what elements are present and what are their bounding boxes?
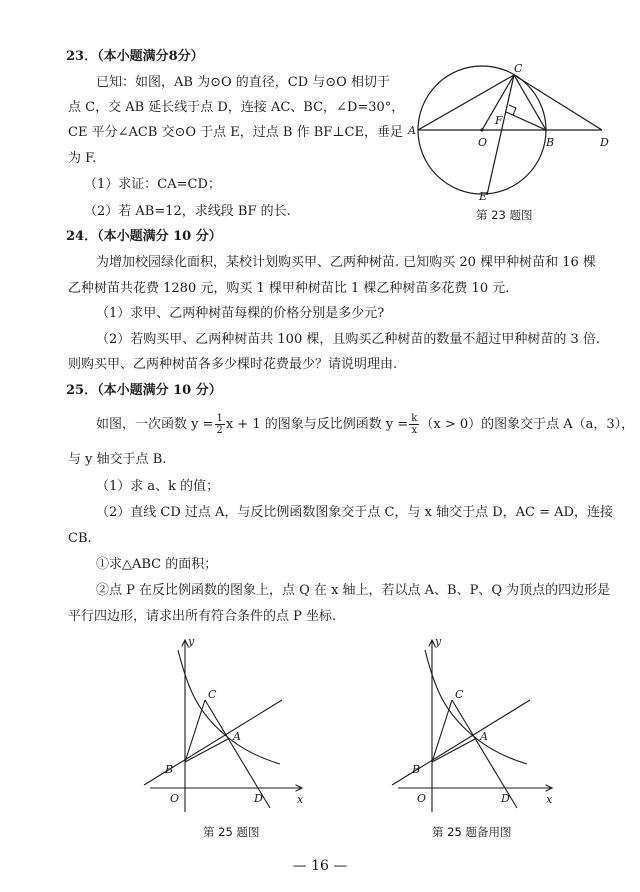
q25-part2a: （2）直线 CD 过点 A，与反比例函数图象交于点 C，与 x 轴交于点 D，AC = AD，连接 xyxy=(96,505,613,520)
q23-label-b: B xyxy=(546,136,555,149)
q25-fig2-label-c: C xyxy=(455,688,464,701)
q25-fig2-label-y: y xyxy=(435,635,442,648)
q25-caption1: 第 25 题图 xyxy=(203,825,260,839)
q25-title: 25．（本小题满分 10 分） xyxy=(66,383,222,398)
q23-caption: 第 23 题图 xyxy=(476,208,533,222)
q25-fig1-label-a: A xyxy=(233,730,241,743)
q23-title: 23．（本小题满分8分） xyxy=(66,49,204,64)
q24-line1: 为增加校园绿化面积，某校计划购买甲、乙两种树苗. 已知购买 20 棵甲种树苗和 16 棵 xyxy=(96,255,596,270)
q25-fig1-label-d: D xyxy=(254,792,263,805)
q24-part1: （1）求甲、乙两种树苗每棵的价格分别是多少元? xyxy=(96,306,385,321)
q25-sub1: ①求△ABC 的面积； xyxy=(96,557,218,572)
q23-line4: 为 F. xyxy=(68,151,97,166)
q25-line1-c: （x > 0）的图象交于点 A（a，3）， xyxy=(420,417,635,432)
q25-frac2-den: x xyxy=(411,425,418,436)
q25-fig2-label-b: B xyxy=(412,763,421,776)
q25-line1-b: x + 1 的图象与反比例函数 y = xyxy=(225,417,409,432)
q25-frac2-num: k xyxy=(411,413,418,424)
q23-line1: 已知：如图，AB 为⊙O 的直径，CD 与⊙O 相切于 xyxy=(96,75,390,90)
q23-label-e: E xyxy=(479,190,488,203)
q25-fig1-label-y: y xyxy=(188,635,195,648)
q25-line1-a: 如图，一次函数 y = xyxy=(96,417,214,432)
q25-frac1-num: 1 xyxy=(216,413,223,424)
q23-label-o: O xyxy=(478,136,488,149)
q25-line2: 与 y 轴交于点 B. xyxy=(68,452,167,467)
q23-line2: 点 C，交 AB 延长线于点 D，连接 AC、BC，∠D=30°， xyxy=(68,100,405,115)
q25-fig2-label-d: D xyxy=(501,792,510,805)
q23-label-a: A xyxy=(408,124,416,137)
q25-part1: （1）求 a、k 的值； xyxy=(96,479,220,494)
q25-frac1-den: 2 xyxy=(216,425,223,436)
q25-fig1-label-o: O xyxy=(170,792,180,805)
q25-sub2b: 平行四边形，请求出所有符合条件的点 P 坐标. xyxy=(68,609,337,624)
q24-line2: 乙种树苗共花费 1280 元，购买 1 棵甲种树苗比 1 棵乙种树苗多花费 10 元. xyxy=(68,281,510,296)
q25-sub2a: ②点 P 在反比例函数的图象上，点 Q 在 x 轴上，若以点 A、B、P、Q 为顶点的四边形是 xyxy=(96,583,611,598)
q23-line3: CE 平分∠ACB 交⊙O 于点 E，过点 B 作 BF⊥CE，垂足 xyxy=(68,125,403,140)
q25-fig2-label-x: x xyxy=(546,793,553,806)
q23-part1: （1）求证：CA=CD； xyxy=(84,177,221,192)
q24-title: 24．（本小题满分 10 分） xyxy=(66,229,222,244)
q24-part2a: （2）若购买甲、乙两种树苗共 100 棵，且购买乙种树苗的数量不超过甲种树苗的 3 倍. xyxy=(96,332,601,347)
q24-part2b: 则购买甲、乙两种树苗各多少棵时花费最少？请说明理由. xyxy=(68,357,398,372)
q25-fig2-label-a: A xyxy=(480,730,488,743)
q23-label-f: F xyxy=(495,114,503,127)
q25-fig1-label-x: x xyxy=(297,793,304,806)
q23-part2: （2）若 AB=12，求线段 BF 的长. xyxy=(84,204,291,219)
q25-fig2-label-o: O xyxy=(417,792,427,805)
q23-label-c: C xyxy=(514,62,523,75)
q25-fig1-label-b: B xyxy=(165,763,174,776)
q23-label-d: D xyxy=(600,136,609,149)
q25-part2b: CB. xyxy=(68,531,92,546)
page-number: — 16 — xyxy=(292,858,348,874)
q25-caption2: 第 25 题备用图 xyxy=(432,825,512,839)
q25-fig1-label-c: C xyxy=(208,688,217,701)
